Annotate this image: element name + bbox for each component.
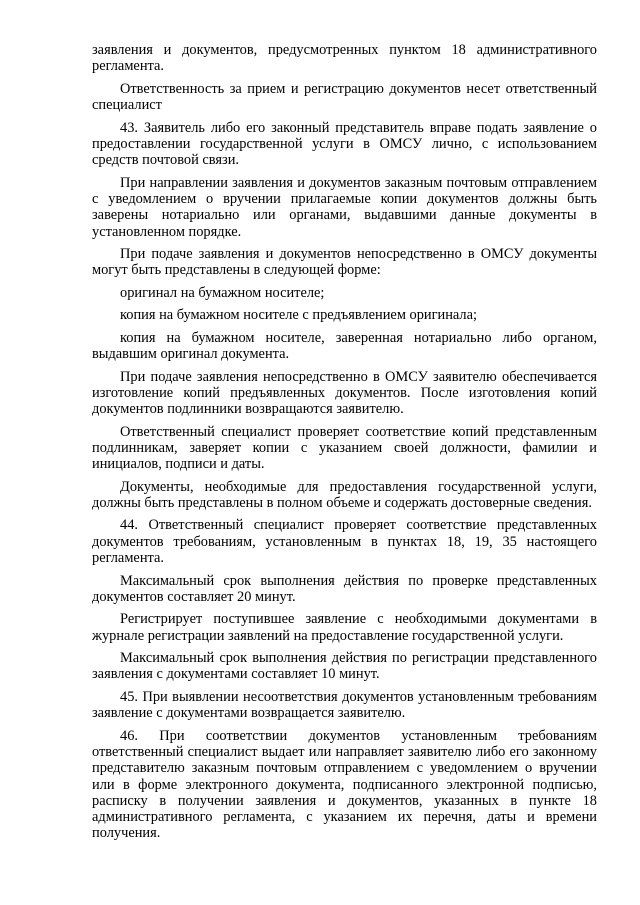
paragraph-verification: Ответственный специалист проверяет соответствие копий представленным подлинникам, заверяет копии с указанием своей должности, фамилии и инициалов, подписи и даты. xyxy=(92,423,597,473)
paragraph-mail-submission: При направлении заявления и документов заказным почтовым отправлением с уведомлением о вручении прилагаемые копии документов должны быть заверены нотариально или органами, выдавшими данные документы в установленном порядке. xyxy=(92,174,597,240)
paragraph-registration-time: Максимальный срок выполнения действия по регистрации представленного заявления с документами составляет 10 минут. xyxy=(92,650,597,683)
list-item-original: оригинал на бумажном носителе; xyxy=(120,284,325,301)
list-item-copy-with-original: копия на бумажном носителе с предъявлением оригинала; xyxy=(120,307,477,324)
paragraph-responsibility: Ответственность за прием и регистрацию документов несет ответственный специалист xyxy=(92,80,597,114)
paragraph-check-time: Максимальный срок выполнения действия по проверке представленных документов составляет 20 минут. xyxy=(92,572,597,605)
paragraph-46: 46. При соответствии документов установленным требованиям ответственный специалист выдает или направляет заявителю либо его законному представителю заказным почтовым отправлением с уведомлением о вручении или в форме электронного документа, подписанного электронной подписью, расписку в получении заявления и документов, указанных в пункте 18 административного регламента, с указанием их перечня, даты и времени получения. xyxy=(92,727,597,842)
paragraph-44: 44. Ответственный специалист проверяет соответствие представленных документов требованиям, установленным в пунктах 18, 19, 35 настоящего регламента. xyxy=(92,517,597,567)
paragraph-continuation: заявления и документов, предусмотренных пунктом 18 административного регламента. xyxy=(92,42,597,75)
paragraph-registration: Регистрирует поступившее заявление с необходимыми документами в журнале регистрации заявлений на предоставление государственной услуги. xyxy=(92,611,597,644)
paragraph-copies: При подаче заявления непосредственно в ОМСУ заявителю обеспечивается изготовление копий предъявленных документов. После изготовления копий документов подлинники возвращаются заявителю. xyxy=(92,368,597,418)
paragraph-45: 45. При выявлении несоответствия документов установленным требованиям заявление с документами возвращается заявителю. xyxy=(92,688,597,722)
paragraph-direct-submission: При подаче заявления и документов непосредственно в ОМСУ документы могут быть представлены в следующей форме: xyxy=(92,246,597,279)
list-item-certified-copy: копия на бумажном носителе, заверенная нотариально либо органом, выдавшим оригинал документа. xyxy=(92,329,597,363)
document-page xyxy=(92,42,597,848)
paragraph-43: 43. Заявитель либо его законный представитель вправе подать заявление о предоставлении государственной услуги в ОМСУ лично, с использованием средств почтовой связи. xyxy=(92,119,597,169)
paragraph-completeness: Документы, необходимые для предоставления государственной услуги, должны быть представлены в полном объеме и содержать достоверные сведения. xyxy=(92,478,597,511)
